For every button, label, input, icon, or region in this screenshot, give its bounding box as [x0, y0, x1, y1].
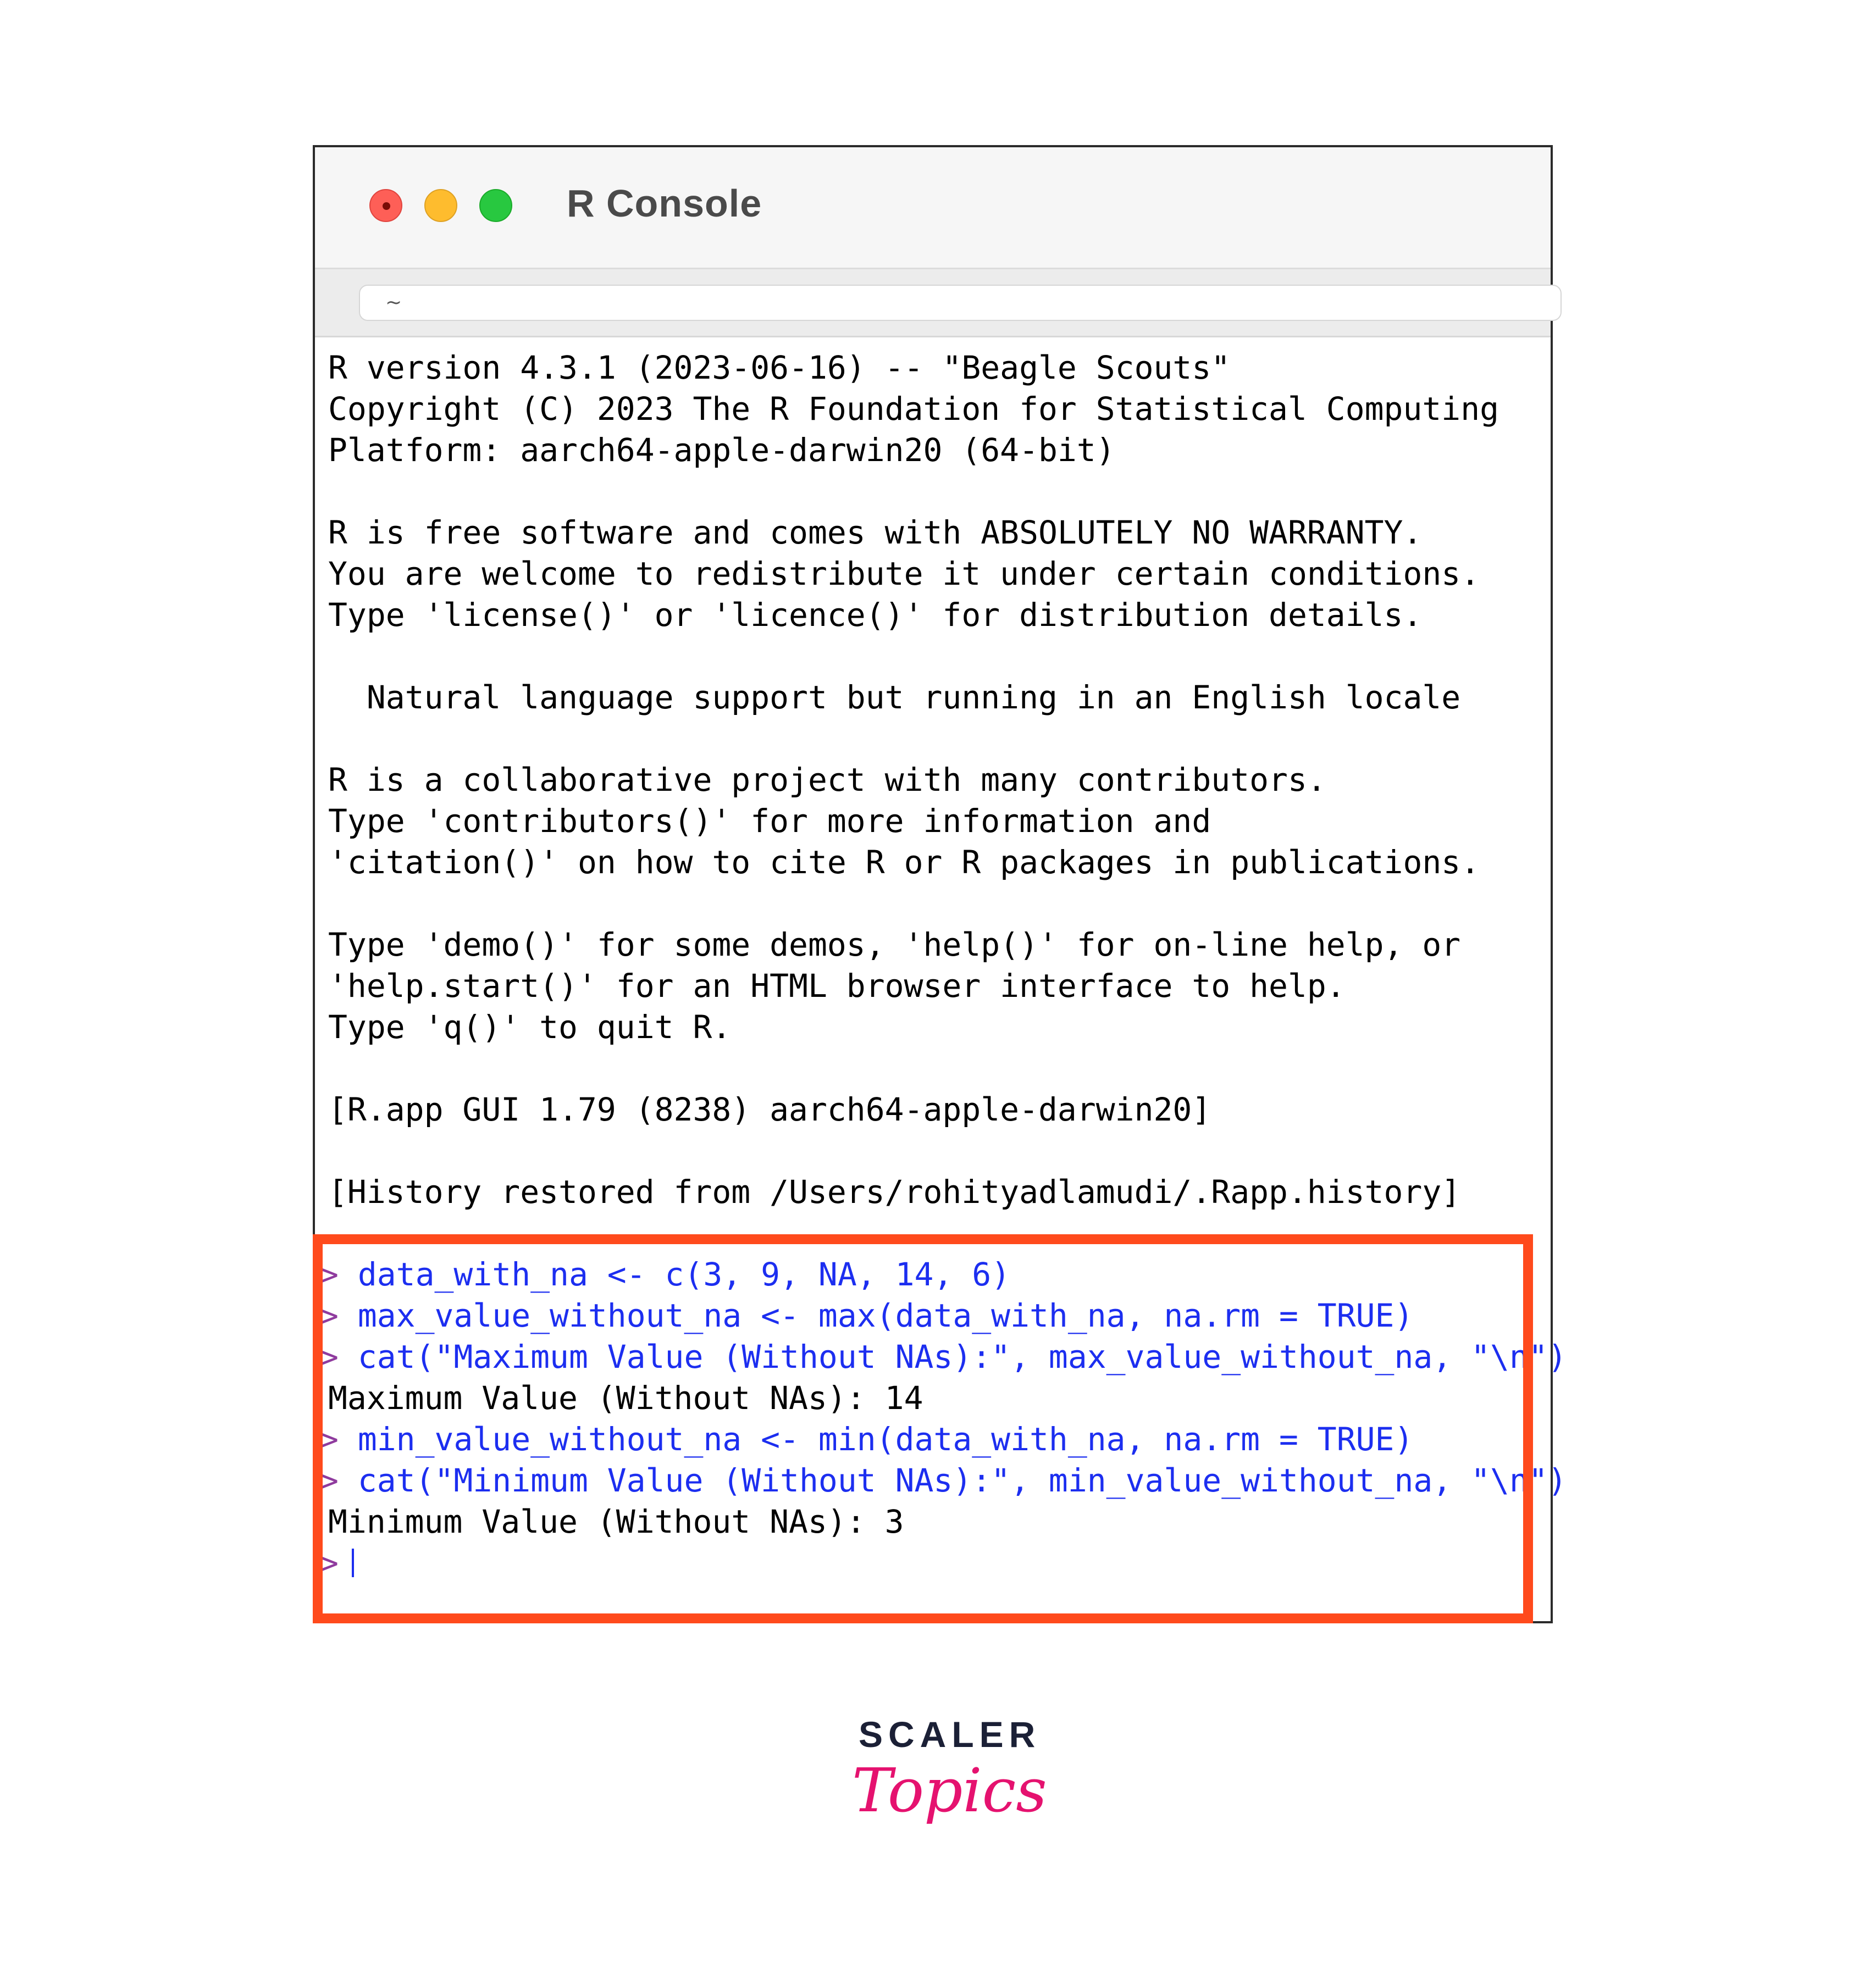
prompt-symbol: > [319, 1462, 339, 1499]
command-text: min_value_without_na <- min(data_with_na, na.rm = TRUE) [338, 1421, 1414, 1458]
toolbar [315, 269, 1551, 337]
console-output-line: Type 'demo()' for some demos, 'help()' for on-line help, or [328, 926, 1461, 963]
window-title: R Console [567, 182, 762, 225]
console-input-line [319, 1295, 1413, 1336]
command-text: cat("Maximum Value (Without NAs):", max_value_without_na, "\n") [338, 1338, 1567, 1375]
console-input-line [319, 1419, 1413, 1460]
working-directory-field[interactable]: ~ [359, 285, 1562, 321]
logo-script-text [846, 1745, 1047, 1861]
console-output-line: Type 'license()' or 'licence()' for distribution details. [328, 596, 1423, 634]
console-output-line: Platform: aarch64-apple-darwin20 (64-bit) [328, 431, 1115, 469]
console-prompt-line[interactable] [319, 1543, 354, 1584]
console-output-line: 'citation()' on how to cite R or R packages in publications. [328, 844, 1480, 881]
prompt-symbol: > [319, 1256, 339, 1293]
text-cursor [352, 1549, 354, 1577]
command-text: data_with_na <- c(3, 9, NA, 14, 6) [338, 1256, 1011, 1293]
console-output-line: Type 'contributors()' for more information and [328, 802, 1211, 840]
console-output[interactable] [315, 337, 1567, 1621]
scaler-topics-logo [846, 1712, 1047, 1861]
console-output-line: R is free software and comes with ABSOLUTELY NO WARRANTY. [328, 514, 1423, 551]
maximize-window-button[interactable] [479, 189, 512, 222]
console-output-line: Maximum Value (Without NAs): 14 [328, 1379, 923, 1417]
prompt-symbol: > [319, 1338, 339, 1375]
prompt-symbol: > [319, 1297, 339, 1334]
console-input-line [319, 1336, 1567, 1378]
console-input-line [319, 1460, 1567, 1501]
console-output-line: 'help.start()' for an HTML browser interface to help. [328, 967, 1346, 1005]
logo-brand-text: SCALER [859, 1714, 1041, 1755]
r-console-window [313, 145, 1567, 1623]
console-input-line [319, 1254, 1010, 1295]
console-output-line: R is a collaborative project with many contributors. [328, 761, 1326, 798]
minimize-window-button[interactable] [424, 189, 457, 222]
console-output-line: Minimum Value (Without NAs): 3 [328, 1503, 904, 1540]
console-output-line: You are welcome to redistribute it under certain conditions. [328, 555, 1480, 592]
console-output-line: Type 'q()' to quit R. [328, 1008, 732, 1046]
command-text: cat("Minimum Value (Without NAs):", min_value_without_na, "\n") [338, 1462, 1567, 1499]
prompt-symbol: > [319, 1421, 339, 1458]
close-window-button[interactable] [369, 189, 402, 222]
svg-text:Topics: Topics [852, 1755, 1047, 1826]
console-output-line: [History restored from /Users/rohityadlamudi/.Rapp.history] [328, 1173, 1461, 1211]
title-bar [315, 147, 1551, 269]
prompt-symbol: > [319, 1544, 339, 1582]
console-output-line: Natural language support but running in an English locale [328, 679, 1461, 716]
command-text: max_value_without_na <- max(data_with_na, na.rm = TRUE) [338, 1297, 1414, 1334]
console-output-line: R version 4.3.1 (2023-06-16) -- "Beagle Scouts" [328, 349, 1231, 386]
console-output-line: [R.app GUI 1.79 (8238) aarch64-apple-darwin20] [328, 1091, 1211, 1128]
console-output-line: Copyright (C) 2023 The R Foundation for Statistical Computing [328, 390, 1499, 428]
